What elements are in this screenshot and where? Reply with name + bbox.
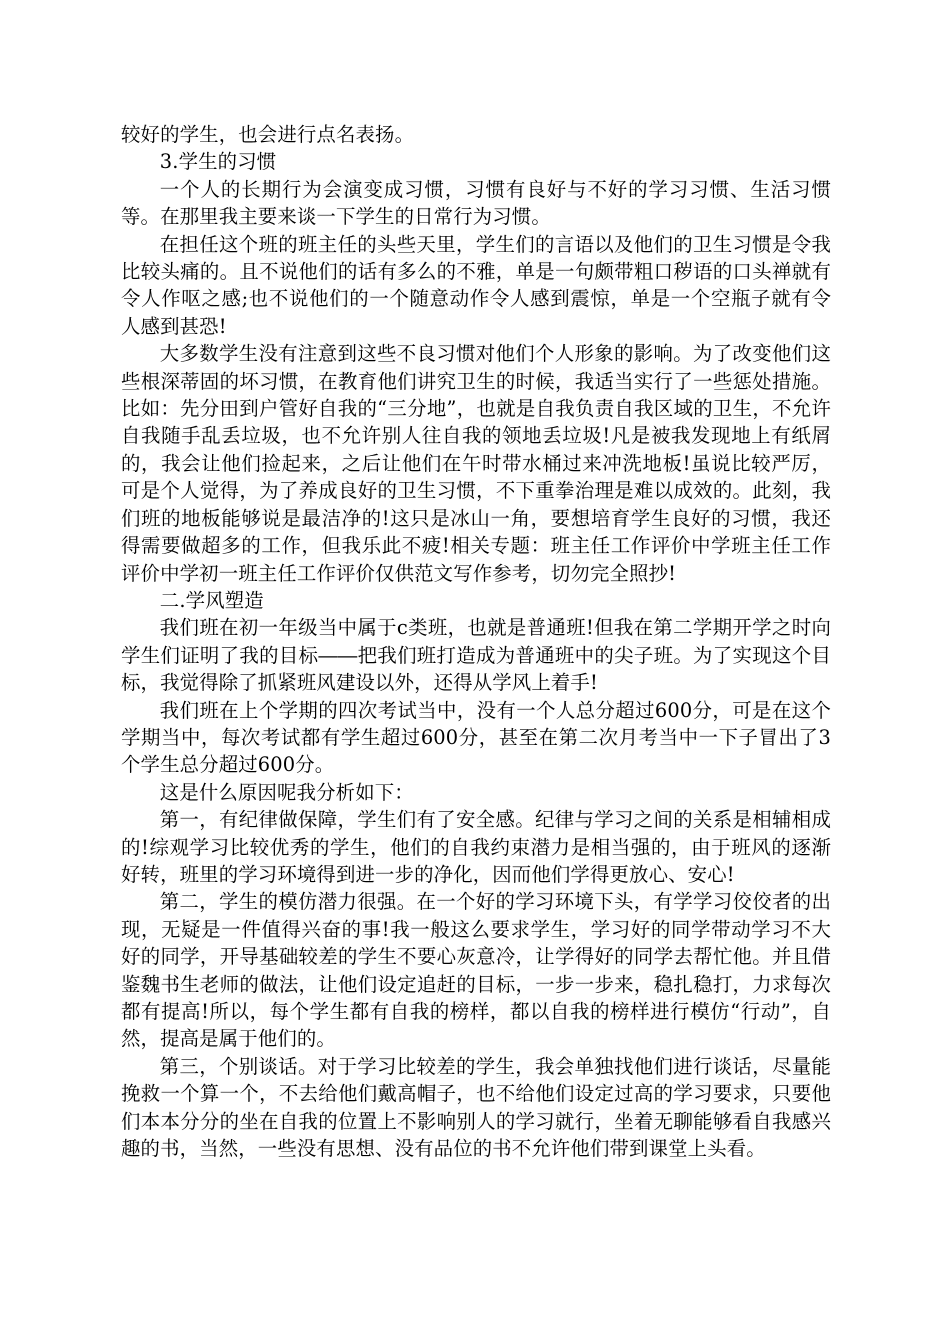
paragraph-hygiene-measures: 大多数学生没有注意到这些不良习惯对他们个人形象的影响。为了改变他们这些根深蒂固的坏习惯，在教育他们讲究卫生的时候，我适当实行了一些惩处措施。比如：先分田到户管好自我的“三分地”，也就是自我负责自我区域的卫生，不允许自我随手乱丢垃圾，也不允许别人往自我的领地丢垃圾!凡是被我发现地上有纸屑的，我会让他们捡起来，之后让他们在午时带水桶过来冲洗地板!虽说比较严厉，可是个人觉得，为了养成良好的卫生习惯，不下重拳治理是难以成效的。此刻，我们班的地板能够说是最洁净的!这只是冰山一角，要想培育学生良好的习惯，我还得需要做超多的工作，但我乐此不疲!相关专题：班主任工作评价中学班主任工作评价中学初一班主任工作评价仅供范文写作参考，切勿完全照抄! <box>121 342 831 585</box>
paragraph-closing-line: 较好的学生，也会进行点名表扬。 <box>121 123 415 146</box>
paragraph-analysis-intro: 这是什么原因呢我分析如下： <box>159 780 414 804</box>
document-body <box>121 121 831 1162</box>
paragraph-point-one: 第一，有纪律做保障，学生们有了安全感。纪律与学习之间的关系是相辅相成的!综观学习比较优秀的学生，他们的自我约束潜力是相当强的，由于班风的逐渐好转，班里的学习环境得到进一步的净化，因而他们学得更放心、安心! <box>121 808 831 886</box>
paragraph-exam-results: 我们班在上个学期的四次考试当中，没有一个人总分超过600分，可是在这个学期当中，每次考试都有学生超过600分，甚至在第二次月考当中一下子冒出了3个学生总分超过600分。 <box>121 698 831 777</box>
paragraph-early-days: 在担任这个班的班主任的头些天里，学生们的言语以及他们的卫生习惯是令我比较头痛的。且不说他们的话有多么的不雅，单是一句颇带粗口秽语的口头禅就有令人作呕之感;也不说他们的一个随意动作令人感到震惊，单是一个空瓶子就有令人感到甚恐! <box>121 232 831 338</box>
section-heading-student-habits: 3.学生的习惯 <box>159 150 277 174</box>
paragraph-class-goal: 我们班在初一年级当中属于c类班，也就是普通班!但我在第二学期开学之时向学生们证明了我的目标――把我们班打造成为普通班中的尖子班。为了实现这个目标，我觉得除了抓紧班风建设以外，还得从学风上着手! <box>121 616 831 695</box>
section-heading-study-style: 二.学风塑造 <box>159 588 264 612</box>
paragraph-point-two: 第二，学生的模仿潜力很强。在一个好的学习环境下头，有学学习佼佼者的出现，无疑是一件值得兴奋的事!我一般这么要求学生，学习好的同学带动学习不大好的同学，开导基础较差的学生不要心灰意冷，让学得好的同学去帮忙他。并且借鉴魏书生老师的做法，让他们设定追赶的目标，一步一步来，稳扎稳打，力求每次都有提高!所以，每个学生都有自我的榜样，都以自我的榜样进行模仿“行动”，自然，提高是属于他们的。 <box>121 890 831 1051</box>
paragraph-point-three: 第三，个别谈话。对于学习比较差的学生，我会单独找他们进行谈话，尽量能挽救一个算一个，不去给他们戴高帽子，也不给他们设定过高的学习要求，只要他们本本分分的坐在自我的位置上不影响别人的学习就行，坐着无聊能够看自我感兴趣的书，当然，一些没有思想、没有品位的书不允许他们带到课堂上头看。 <box>121 1054 831 1161</box>
paragraph-habits-intro: 一个人的长期行为会演变成习惯，习惯有良好与不好的学习习惯、生活习惯等。在那里我主要来谈一下学生的日常行为习惯。 <box>121 177 831 229</box>
